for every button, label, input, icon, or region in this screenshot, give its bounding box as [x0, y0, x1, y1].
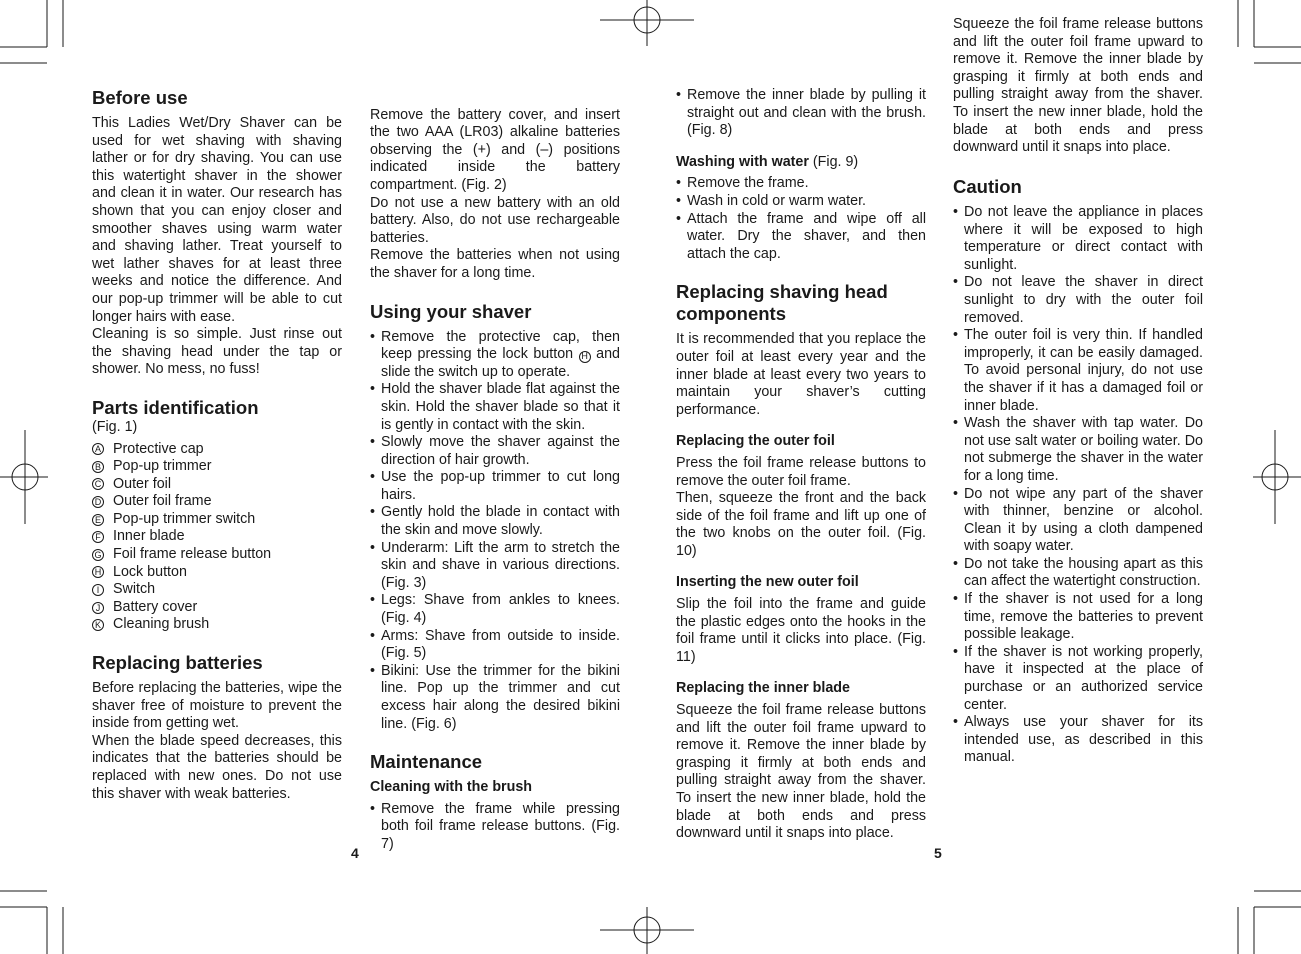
inner-blade-paragraph: Squeeze the foil frame release buttons and lift the outer foil frame upward to remove it. Remove the inner blade by grasping it firmly at both ends and pulling straight away from the shaver. To insert the new inner blade, hold the blade at both ends and press downward until it snaps into place. — [676, 702, 926, 842]
list-item: • Do not take the housing apart as this can affect the watertight construction. — [953, 556, 1203, 591]
list-item: • Wash in cold or warm water. — [676, 193, 926, 211]
using-list — [370, 329, 620, 734]
part-letter: I — [92, 584, 104, 596]
washing-subheading — [676, 154, 926, 172]
part-label: Lock button — [113, 563, 187, 580]
list-item: • Bikini: Use the trimmer for the bikini line. Pop up the trimmer and cut excess hair along the desired bikini line. (Fig. 6) — [370, 663, 620, 733]
before-use-heading: Before use — [92, 87, 188, 108]
brush-list — [370, 801, 620, 854]
using-item-1b: and slide the switch up to operate. — [381, 346, 620, 380]
list-item: • Attach the frame and wipe off all water. Dry the shaver, and then attach the cap. — [676, 211, 926, 264]
washing-title: Washing with water — [676, 153, 809, 170]
before-use-cleaning-paragraph: Cleaning is so simple. Just rinse out the shaving head under the tap or shower. No mess, no fuss! — [92, 326, 342, 378]
replacing-head-heading: Replacing shaving head components — [676, 281, 888, 325]
maintenance-heading: Maintenance — [370, 751, 483, 773]
list-item: • Always use your shaver for its intended use, as described in this manual. — [953, 714, 1203, 767]
part-item — [92, 546, 342, 564]
list-item: • Do not leave the shaver in direct sunlight to dry with the outer foil removed. — [953, 274, 1203, 327]
list-item: • Gently hold the blade in contact with the skin and move slowly. — [370, 504, 620, 539]
parts-heading: Parts identification — [92, 396, 259, 418]
part-label: Protective cap — [113, 440, 204, 457]
outer-foil-paragraph-2: Then, squeeze the front and the back side of the foil frame and lift up one of the two knobs on the outer foil. (Fig. 10) — [676, 490, 926, 559]
washing-fig-ref: (Fig. 9) — [808, 153, 859, 170]
caution-heading: Caution — [953, 176, 1022, 197]
part-letter: F — [92, 531, 104, 543]
replacing-head-intro: It is recommended that you replace the outer foil at least every year and the inner blade at least every two years to maintain your shaver’s cutting performance. — [676, 331, 926, 418]
list-item: • Underarm: Lift the arm to stretch the skin and shave in various directions. (Fig. 3) — [370, 540, 620, 593]
part-letter: A — [92, 443, 104, 455]
page-number-left: 4 — [351, 845, 359, 861]
inner-blade-continued — [953, 16, 1203, 158]
column-3 — [676, 87, 926, 842]
part-letter: G — [92, 549, 104, 561]
column-4 — [953, 16, 1203, 767]
parts-fig-ref: (Fig. 1) — [92, 418, 138, 435]
part-letter: H — [92, 566, 104, 578]
part-label: Outer foil frame — [113, 493, 212, 510]
inner-blade-continued-text: Squeeze the foil frame release buttons and lift the outer foil frame upward to remove it. Remove the inner blade by grasping it firmly at both ends and pulling straight away from the shaver. To insert the new inner blade, hold the blade at both ends and press downward until it snaps into place. — [953, 16, 1203, 156]
outer-foil-subheading: Replacing the outer foil — [676, 433, 835, 450]
brush-subheading: Cleaning with the brush — [370, 779, 533, 796]
column-1 — [92, 87, 342, 803]
list-item: • Do not leave the appliance in places where it will be exposed to high temperature or direct contact with sunlight. — [953, 204, 1203, 274]
list-item: • Wash the shaver with tap water. Do not use salt water or boiling water. Do not submerge the shaver in the water for a long time. — [953, 415, 1203, 485]
caution-list — [953, 204, 1203, 767]
list-item — [370, 329, 620, 382]
list-item: • Do not wipe any part of the shaver with thinner, benzine or alcohol. Clean it by using a cloth dampened with soapy water. — [953, 486, 1203, 556]
part-label: Outer foil — [113, 475, 172, 492]
part-item — [92, 599, 342, 617]
replacing-batteries-heading: Replacing batteries — [92, 652, 263, 674]
part-item — [92, 564, 342, 582]
part-label: Cleaning brush — [113, 616, 210, 633]
insert-foil-subheading: Inserting the new outer foil — [676, 574, 859, 591]
part-letter: C — [92, 478, 104, 490]
batteries-paragraph-1: Before replacing the batteries, wipe the shaver free of moisture to prevent the inside from getting wet. — [92, 680, 342, 732]
part-letter: E — [92, 514, 104, 526]
using-heading: Using your shaver — [370, 300, 532, 322]
part-letter: D — [92, 496, 104, 508]
list-item: • If the shaver is not working properly, have it inspected at the place of purchase or an authorized service center. — [953, 644, 1203, 714]
part-letter: J — [92, 602, 104, 614]
batteries-paragraph-3: Remove the battery cover, and insert the two AAA (LR03) alkaline batteries observing the (+) and (–) positions indicated inside the battery compartment. (Fig. 2) — [370, 106, 620, 193]
lock-button-letter: H — [579, 351, 591, 363]
brush-list-continued — [676, 87, 926, 140]
batteries-paragraph-5: Remove the batteries when not using the shaver for a long time. — [370, 247, 620, 281]
part-label: Inner blade — [113, 528, 185, 545]
list-item: • Arms: Shave from outside to inside. (Fig. 5) — [370, 628, 620, 663]
batteries-paragraph-4: Do not use a new battery with an old battery. Also, do not use rechargeable batteries. — [370, 194, 620, 246]
part-label: Foil frame release button — [113, 546, 272, 563]
list-item: • The outer foil is very thin. If handled improperly, it can be easily damaged. To avoid personal injury, do not use the shaver if it has a damaged foil or inner blade. — [953, 327, 1203, 415]
list-item: • Slowly move the shaver against the direction of hair growth. — [370, 434, 620, 469]
part-letter: B — [92, 461, 104, 473]
using-item-1a: Remove the protective cap, then keep pressing the lock button — [381, 328, 620, 363]
part-letter: K — [92, 619, 104, 631]
list-item: • Remove the frame while pressing both foil frame release buttons. (Fig. 7) — [370, 801, 620, 854]
list-item: • Remove the inner blade by pulling it straight out and clean with the brush. (Fig. 8) — [676, 87, 926, 140]
part-item — [92, 616, 342, 634]
part-label: Switch — [113, 581, 156, 598]
list-item: • If the shaver is not used for a long time, remove the batteries to prevent possible leakage. — [953, 591, 1203, 644]
list-item: • Use the pop-up trimmer to cut long hairs. — [370, 469, 620, 504]
before-use-paragraph: This Ladies Wet/Dry Shaver can be used for wet shaving with shaving lather or for dry shaving. You can use this watertight shaver in the shower and clean it in water. Our research has shown that you can enjoy closer and smoother shaves using warm water and shaving lather. Treat yourself to wet lather shaves for at least three weeks and notice the difference. And our pop-up trimmer will be able to cut longer hairs with ease. — [92, 115, 342, 325]
parts-list — [92, 441, 342, 635]
list-item: • Legs: Shave from ankles to knees. (Fig. 4) — [370, 592, 620, 627]
part-label: Pop-up trimmer switch — [113, 510, 256, 527]
inner-blade-subheading: Replacing the inner blade — [676, 680, 850, 697]
part-item — [92, 581, 342, 599]
column-2 — [370, 89, 620, 854]
part-item — [92, 511, 342, 529]
part-label: Battery cover — [113, 598, 198, 615]
part-item — [92, 441, 342, 459]
part-item — [92, 458, 342, 476]
page-number-right: 5 — [934, 845, 942, 861]
batteries-paragraph-2: When the blade speed decreases, this indicates that the batteries should be replaced with new ones. Do not use this shaver with weak batteries. — [92, 732, 342, 802]
part-item — [92, 493, 342, 511]
part-label: Pop-up trimmer — [113, 458, 212, 475]
list-item: • Remove the frame. — [676, 175, 926, 193]
part-item — [92, 528, 342, 546]
insert-foil-paragraph: Slip the foil into the frame and guide the plastic edges onto the hooks in the foil frame until it clicks into place. (Fig. 11) — [676, 596, 926, 665]
washing-list — [676, 175, 926, 263]
list-item: • Hold the shaver blade flat against the skin. Hold the shaver blade so that it is gently in contact with the skin. — [370, 381, 620, 434]
outer-foil-paragraph-1: Press the foil frame release buttons to remove the outer foil frame. — [676, 454, 926, 489]
part-item — [92, 476, 342, 494]
